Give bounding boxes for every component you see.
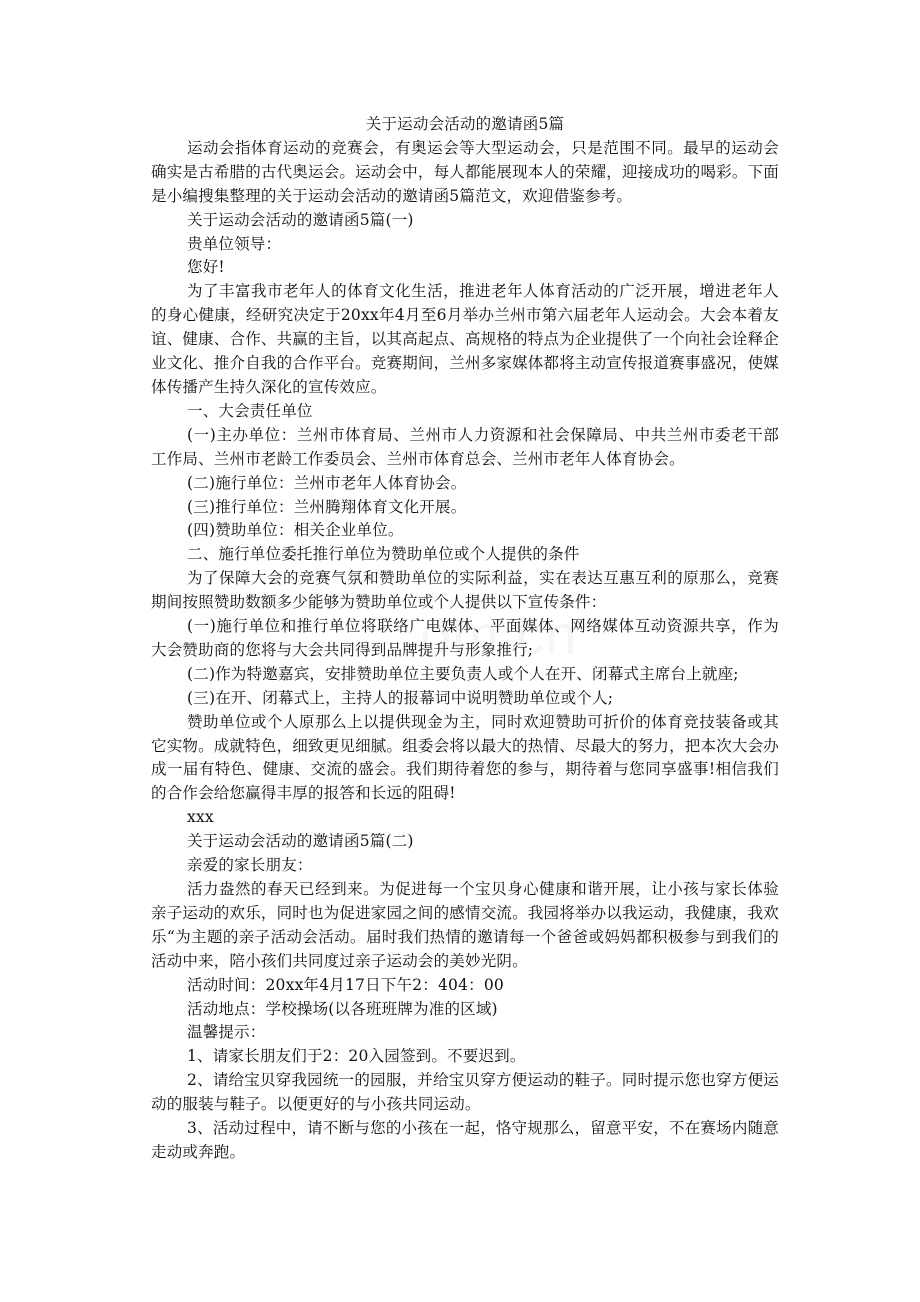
paragraph: 亲爱的家长朋友： (187, 856, 313, 875)
paragraph: 活动地点：学校操场(以各班班牌为准的区域) (187, 999, 498, 1018)
document-body (151, 113, 779, 1165)
paragraph: 活动时间：20xx年4月17日下午2：404：00 (187, 975, 504, 994)
paragraph: xxx (187, 808, 214, 827)
paragraph: (二)作为特邀嘉宾，安排赞助单位主要负责人或个人在开、闭幕式主席台上就座; (187, 664, 739, 683)
paragraph: 关于运动会活动的邀请函5篇(一) (187, 210, 414, 229)
document-title: 关于运动会活动的邀请函5篇 (365, 115, 565, 133)
paragraph: 2、请给宝贝穿我园统一的园服，并给宝贝穿方便运动的鞋子。同时提示您也穿方便运动的服装与鞋子。以便更好的与小孩共同运动。 (151, 1071, 779, 1114)
paragraph: 运动会指体育运动的竞赛会，有奥运会等大型运动会，只是范围不同。最早的运动会确实是古希腊的古代奥运会。运动会中，每人都能展现本人的荣耀，迎接成功的喝彩。下面是小编搜集整理的关于运动会活动的邀请函5篇范文，欢迎借鉴参考。 (151, 138, 780, 205)
paragraph: 活力盎然的春天已经到来。为促进每一个宝贝身心健康和谐开展，让小孩与家长体验亲子运动的欢乐，同时也为促进家园之间的感情交流。我园将举办以我运动，我健康，我欢乐“为主题的亲子活动会活动。届时我们热情的邀请每一个爸爸或妈妈都积极参与到我们的活动中来，陪小孩们共同度过亲子运动会的美妙光阴。 (151, 880, 780, 970)
paragraph: (三)推行单位：兰州腾翔体育文化开展。 (187, 497, 467, 516)
paragraph: (三)在开、闭幕式上，主持人的报幕词中说明赞助单位或个人; (187, 688, 614, 707)
paragraph: 二、施行单位委托推行单位为赞助单位或个人提供的条件 (187, 545, 580, 564)
paragraph: 贵单位领导： (187, 234, 282, 253)
paragraph: 1、请家长朋友们于2：20入园签到。不要迟到。 (187, 1047, 526, 1066)
paragraph: 为了丰富我市老年人的体育文化生活，推进老年人体育活动的广泛开展，增进老年人的身心健康，经研究决定于20xx年4月至6月举办兰州市第六届老年人运动会。大会本着友谊、健康、合作、共赢的主旨，以其高起点、高规格的特点为企业提供了一个向社会诠释企业文化、推介自我的合作平台。竞赛期间，兰州多家媒体都将主动宣传报道赛事盛况，使媒体传播产生持久深化的宣传效应。 (151, 282, 780, 396)
paragraph: (二)施行单位：兰州市老年人体育协会。 (187, 473, 467, 492)
paragraph: (四)赞助单位：相关企业单位。 (187, 521, 404, 540)
paragraph: (一)主办单位：兰州市体育局、兰州市人力资源和社会保障局、中共兰州市委老干部工作局、兰州市老龄工作委员会、兰州市体育总会、兰州市老年人体育协会。 (151, 425, 779, 468)
paragraph: 温馨提示： (187, 1023, 266, 1042)
paragraph: 赞助单位或个人原那么上以提供现金为主，同时欢迎赞助可折价的体育竞技装备或其它实物。成就特色，细致更见细腻。组委会将以最大的热情、尽最大的努力，把本次大会办成一届有特色、健康、交流的盛会。我们期待着您的参与，期待着与您同享盛事!相信我们的合作会给您赢得丰厚的报答和长远的阻碍! (151, 712, 780, 803)
paragraph: (一)施行单位和推行单位将联络广电媒体、平面媒体、网络媒体互动资源共享，作为大会赞助商的您将与大会共同得到品牌提升与形象推行; (151, 617, 779, 659)
paragraph: 关于运动会活动的邀请函5篇(二) (187, 832, 414, 851)
paragraph-list (151, 137, 779, 1165)
paragraph: 3、活动过程中，请不断与您的小孩在一起，恪守规那么，留意平安，不在赛场内随意走动或奔跑。 (151, 1119, 779, 1161)
paragraph: 为了保障大会的竞赛气氛和赞助单位的实际利益，实在表达互惠互利的原那么，竞赛期间按照赞助数额多少能够为赞助单位或个人提供以下宣传条件： (151, 569, 779, 612)
paragraph: 您好! (187, 258, 225, 277)
watermark: om.cn (420, 603, 578, 666)
paragraph: 一、大会责任单位 (187, 401, 313, 420)
